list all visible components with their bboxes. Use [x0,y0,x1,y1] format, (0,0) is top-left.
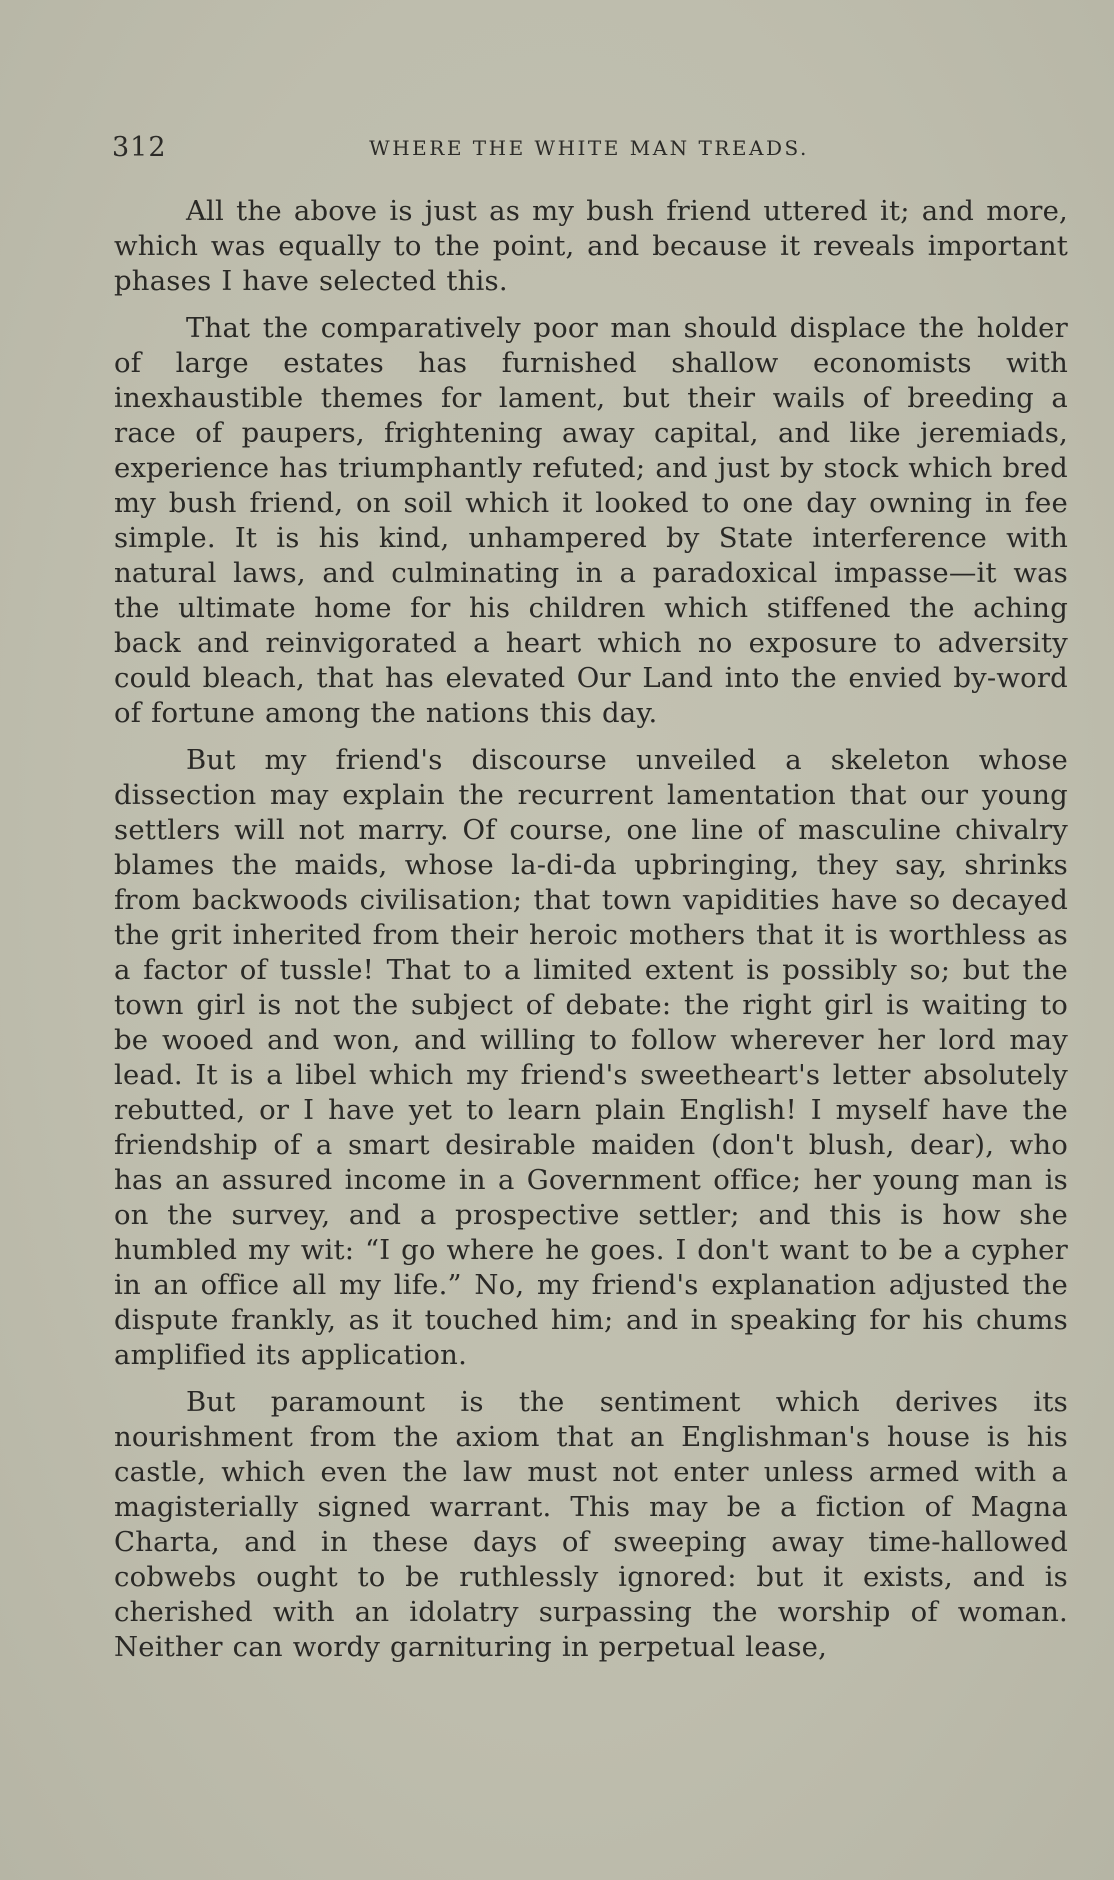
running-head: WHERE THE WHITE MAN TREADS. [369,136,809,160]
paragraph: But my friend's discourse unveiled a skeleton whose dissection may explain the recurrent lamentation that our young settlers will not marry. Of course, one line of masculine chivalry blames the maids, whose la-di-da upbringing, they say, shrinks from backwoods civilisation; that town vapidities have so decayed the grit inherited from their heroic mothers that it is worthless as a factor of tussle! That to a limited extent is possibly so; but the town girl is not the subject of debate: the right girl is waiting to be wooed and won, and willing to follow wherever her lord may lead. It is a libel which my friend's sweetheart's letter absolutely rebutted, or I have yet to learn plain English! I myself have the friendship of a smart desirable maiden (don't blush, dear), who has an assured income in a Government office; her young man is on the survey, and a prospective settler; and this is how she humbled my wit: “I go where he goes. I don't want to be a cypher in an office all my life.” No, my friend's explanation adjusted the dispute frankly, as it touched him; and in speaking for his chums amplified its application. [114,744,1068,1371]
page-number: 312 [112,132,167,163]
body-text [114,194,1068,1677]
page-header [112,132,1066,168]
paragraph: That the comparatively poor man should displace the holder of large estates has furnished shallow economists with inexhaustible themes for lament, but their wails of breeding a race of paupers, frightening away capital, and like jeremiads, experience has triumphantly refuted; and just by stock which bred my bush friend, on soil which it looked to one day owning in fee simple. It is his kind, unhampered by State interference with natural laws, and culminating in a paradoxical impasse—it was the ultimate home for his children which stiffened the aching back and reinvigorated a heart which no exposure to adversity could bleach, that has elevated Our Land into the envied by-word of fortune among the nations this day. [114,312,1068,729]
paragraph: All the above is just as my bush friend uttered it; and more, which was equally to the point, and because it reveals important phases I have selected this. [114,195,1068,297]
paragraph: But paramount is the sentiment which derives its nourishment from the axiom that an Englishman's house is his castle, which even the law must not enter unless armed with a magisterially signed warrant. This may be a fiction of Magna Charta, and in these days of sweeping away time-hallowed cobwebs ought to be ruthlessly ignored: but it exists, and is cherished with an idolatry surpassing the worship of woman. Neither can wordy garnituring in perpetual lease, [114,1386,1068,1663]
